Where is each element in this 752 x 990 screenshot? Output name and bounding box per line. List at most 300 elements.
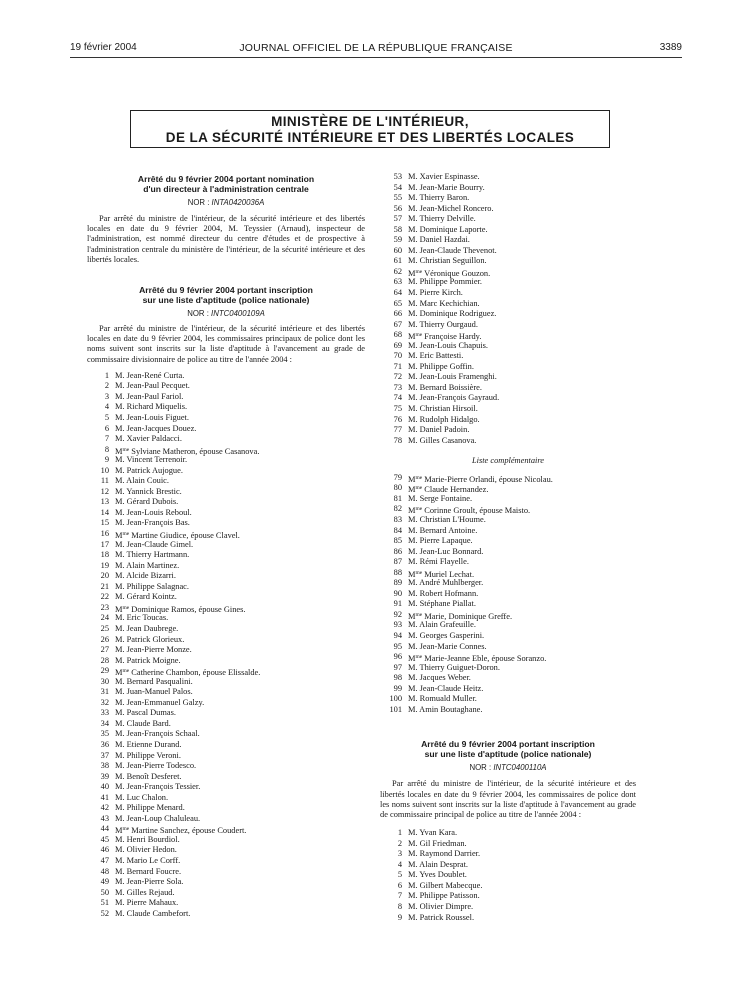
list-item-number: 11 bbox=[100, 476, 109, 486]
list-item-number: 40 bbox=[100, 782, 109, 792]
list-item-number: 62 bbox=[393, 266, 402, 276]
list-item bbox=[380, 415, 636, 426]
list-item-name: $M^{me}$ Marie-Jeanne Eble, épouse Soranzo. bbox=[408, 654, 547, 664]
list-item-number: 52 bbox=[100, 908, 109, 918]
article-1-text: Par arrêté du ministre de l'intérieur, de la sécurité intérieure et des libertés locales en date du 9 février 2004, M. Teyssier (Arnaud), inspecteur de l'administration, est nommé directeur du centre d'études et de prospective à l'administration centrale du ministère de l'intérieur, de la sécurité intérieure et des libertés locales. bbox=[87, 214, 365, 264]
list-item bbox=[380, 214, 636, 225]
list-item-number: 55 bbox=[393, 193, 402, 203]
list-item-name: M. Philippe Pommier. bbox=[408, 277, 482, 287]
list-item-number: 97 bbox=[393, 662, 402, 672]
list-item-name: M. Patrick Glorieux. bbox=[115, 634, 185, 644]
list-item-number: 29 bbox=[100, 666, 109, 676]
list-item bbox=[87, 455, 365, 466]
list-item bbox=[87, 888, 365, 899]
list-item bbox=[380, 536, 636, 547]
list-item-name: M. Jean-Louis Framenghi. bbox=[408, 372, 497, 382]
list-item bbox=[87, 487, 365, 498]
list-item-name: M. Thierry Guiguet-Doron. bbox=[408, 662, 500, 672]
list-item-number: 14 bbox=[100, 507, 109, 517]
list-item-number: 45 bbox=[100, 834, 109, 844]
list-item-number: 54 bbox=[393, 182, 402, 192]
list-item bbox=[380, 299, 636, 310]
list-item-number: 4 bbox=[397, 859, 402, 869]
list-article-3 bbox=[380, 828, 636, 923]
list-item bbox=[87, 424, 365, 435]
list-item-name: M. Gilles Casanova. bbox=[408, 435, 477, 445]
list-item-number: 70 bbox=[393, 351, 402, 361]
list-item-name: M. Gilles Rejaud. bbox=[115, 887, 175, 897]
list-item-number: 93 bbox=[393, 620, 402, 630]
list-item bbox=[380, 235, 636, 246]
list-item bbox=[380, 870, 636, 881]
list-item-name: M. Stéphane Piallat. bbox=[408, 599, 476, 609]
list-item-name: M. Jean-Marie Bourry. bbox=[408, 182, 485, 192]
list-item-name: M. Jean Daubrege. bbox=[115, 623, 179, 633]
list-item-number: 28 bbox=[100, 655, 109, 665]
list-item-name: $M^{me}$ Françoise Hardy. bbox=[408, 332, 482, 342]
list-item-name: M. Philippe Salagnac. bbox=[115, 581, 189, 591]
list-item-name: M. Jean-Louis Chapuis. bbox=[408, 340, 489, 350]
list-item-number: 22 bbox=[100, 592, 109, 602]
list-item-name: M. André Muhlberger. bbox=[408, 578, 484, 588]
list-item bbox=[87, 751, 365, 762]
list-item-number: 64 bbox=[393, 288, 402, 298]
list-item-number: 25 bbox=[100, 623, 109, 633]
list-item-number: 100 bbox=[389, 694, 402, 704]
list-item-name: M. Jean-Louis Reboul. bbox=[115, 507, 192, 517]
list-item-name: $M^{me}$ Martine Giudice, épouse Clavel. bbox=[115, 531, 240, 541]
nor-code: INTC0400109A bbox=[211, 309, 265, 319]
list-item-number: 87 bbox=[393, 557, 402, 567]
article-2-title-1: Arrêté du 9 février 2004 portant inscription bbox=[139, 285, 313, 296]
list-item-number: 42 bbox=[100, 803, 109, 813]
list-item-number: 99 bbox=[393, 683, 402, 693]
list-item-name: M. Jean-Paul Fariol. bbox=[115, 391, 184, 401]
list-item-name: M. Bernard Boissière. bbox=[408, 382, 482, 392]
article-3-title-2: sur une liste d'aptitude (police nationale) bbox=[424, 749, 592, 760]
list-item-number: 7 bbox=[104, 434, 109, 444]
list-item-name: M. Georges Gasperini. bbox=[408, 630, 485, 640]
list-item bbox=[87, 561, 365, 572]
list-item-name: $M^{me}$ Véronique Gouzon. bbox=[408, 268, 491, 278]
list-item bbox=[380, 483, 636, 494]
list-item-number: 1 bbox=[397, 828, 402, 838]
list-item-name: M. Jean-Luc Bonnard. bbox=[408, 546, 484, 556]
list-item-number: 76 bbox=[393, 414, 402, 424]
list-item bbox=[87, 624, 365, 635]
nor-label: NOR : bbox=[469, 763, 492, 773]
list-item bbox=[380, 425, 636, 436]
list-item-name: M. Romuald Muller. bbox=[408, 694, 477, 704]
list-item bbox=[87, 708, 365, 719]
list-item-number: 4 bbox=[104, 402, 109, 412]
article-3 bbox=[380, 739, 636, 923]
list-item-number: 37 bbox=[100, 750, 109, 760]
list-item-name: M. Jean-Michel Roncero. bbox=[408, 203, 494, 213]
list-item-name: M. Jacques Weber. bbox=[408, 673, 471, 683]
list-item bbox=[87, 782, 365, 793]
list-item bbox=[380, 204, 636, 215]
list-item-name: M. Gilbert Mabecque. bbox=[408, 880, 483, 890]
complementary-title: Liste complémentaire bbox=[471, 456, 545, 466]
list-item-number: 61 bbox=[393, 256, 402, 266]
list-item-name: M. Bernard Antoine. bbox=[408, 525, 478, 535]
list-item-number: 53 bbox=[393, 172, 402, 181]
list-item-number: 83 bbox=[393, 514, 402, 524]
list-item-number: 58 bbox=[393, 224, 402, 234]
list-item-name: M. Claude Bard. bbox=[115, 718, 171, 728]
list-item-number: 73 bbox=[393, 382, 402, 392]
list-item-name: M. Alcide Bizarri. bbox=[115, 571, 176, 581]
list-item bbox=[380, 494, 636, 505]
list-item bbox=[87, 656, 365, 667]
list-item bbox=[380, 547, 636, 558]
list-item bbox=[87, 571, 365, 582]
list-left bbox=[87, 371, 365, 919]
list-item-name: M. Jean-Paul Pecquet. bbox=[115, 381, 190, 391]
list-item bbox=[380, 881, 636, 892]
list-item bbox=[380, 642, 636, 653]
list-item bbox=[87, 793, 365, 804]
article-1 bbox=[87, 174, 365, 265]
list-item bbox=[380, 694, 636, 705]
nor-code: INTA0420036A bbox=[211, 198, 265, 207]
list-item-name: M. Luc Chalon. bbox=[115, 792, 169, 802]
list-item-number: 98 bbox=[393, 673, 402, 683]
list-item-name: M. Richard Miquelis. bbox=[115, 402, 188, 412]
list-item bbox=[380, 393, 636, 404]
list-item bbox=[87, 687, 365, 698]
list-item bbox=[87, 434, 365, 445]
list-item bbox=[380, 663, 636, 674]
list-item bbox=[87, 497, 365, 508]
article-2 bbox=[87, 285, 365, 919]
list-item-name: M. Jean-François Gayraud. bbox=[408, 393, 500, 403]
list-item-number: 5 bbox=[104, 413, 109, 423]
list-item-number: 92 bbox=[393, 609, 402, 619]
list-item-number: 89 bbox=[393, 578, 402, 588]
list-item bbox=[380, 383, 636, 394]
list-item-name: M. Gérard Dubois. bbox=[115, 497, 179, 507]
list-item-number: 79 bbox=[393, 472, 402, 482]
list-item-number: 23 bbox=[100, 602, 109, 612]
list-item-number: 5 bbox=[397, 870, 402, 880]
list-item bbox=[380, 631, 636, 642]
list-item bbox=[87, 540, 365, 551]
list-item-name: M. Jean-Pierre Sola. bbox=[115, 877, 184, 887]
list-item-number: 44 bbox=[100, 824, 109, 834]
list-item bbox=[380, 849, 636, 860]
list-item-number: 13 bbox=[100, 497, 109, 507]
list-item-name: M. Raymond Darrier. bbox=[408, 849, 481, 859]
list-item bbox=[380, 288, 636, 299]
list-item bbox=[380, 436, 636, 447]
list-item-name: M. Jean-Louis Figuet. bbox=[115, 413, 189, 423]
list-item-name: M. Jean-Claude Gimel. bbox=[115, 539, 194, 549]
list-item-number: 51 bbox=[100, 898, 109, 908]
list-item-name: M. Alain Desprat. bbox=[408, 859, 469, 869]
header-rule bbox=[70, 57, 682, 58]
list-item-name: $M^{me}$ Corinne Groult, épouse Maisto. bbox=[408, 506, 531, 516]
list-item-name: M. Dominique Laporte. bbox=[408, 224, 488, 234]
list-item bbox=[380, 599, 636, 610]
list-item bbox=[380, 183, 636, 194]
list-item bbox=[380, 267, 636, 278]
list-item bbox=[380, 372, 636, 383]
list-item-number: 57 bbox=[393, 214, 402, 224]
list-item-name: M. Jean-François Schaal. bbox=[115, 729, 200, 739]
list-item-number: 36 bbox=[100, 739, 109, 749]
list-item-number: 38 bbox=[100, 761, 109, 771]
list-item-number: 8 bbox=[104, 444, 109, 454]
list-item-name: M. Xavier Espinasse. bbox=[408, 172, 480, 181]
list-item bbox=[87, 740, 365, 751]
list-item bbox=[87, 698, 365, 709]
list-item-number: 41 bbox=[100, 792, 109, 802]
list-item bbox=[380, 246, 636, 257]
left-column bbox=[87, 174, 365, 919]
list-item-name: M. Benoît Desferet. bbox=[115, 771, 182, 781]
list-item-number: 94 bbox=[393, 630, 402, 640]
nor-label: NOR : bbox=[187, 309, 209, 319]
list-item-name: M. Philippe Goffin. bbox=[408, 361, 474, 371]
list-item-number: 71 bbox=[393, 361, 402, 371]
list-item-name: M. Gil Friedman. bbox=[408, 838, 467, 848]
list-item-name: M. Eric Battesti. bbox=[408, 351, 464, 361]
list-item bbox=[87, 645, 365, 656]
list-item-name: M. Jean-François Bas. bbox=[115, 518, 190, 528]
list-item-number: 72 bbox=[393, 372, 402, 382]
list-item-name: M. Jean-Claude Thevenot. bbox=[408, 245, 497, 255]
list-right bbox=[380, 172, 636, 446]
list-item-name: M. Pierre Lapaque. bbox=[408, 536, 473, 546]
list-item-name: $M^{me}$ Claude Hernandez. bbox=[408, 485, 489, 495]
list-item-number: 26 bbox=[100, 634, 109, 644]
list-item bbox=[87, 719, 365, 730]
list-item-name: M. Pierre Mahaux. bbox=[115, 898, 179, 908]
list-item bbox=[380, 504, 636, 515]
list-item-number: 6 bbox=[104, 423, 109, 433]
list-item-number: 6 bbox=[397, 880, 402, 890]
list-item-number: 3 bbox=[104, 391, 109, 401]
list-item-number: 9 bbox=[397, 912, 402, 922]
list-item bbox=[87, 677, 365, 688]
list-item bbox=[87, 835, 365, 846]
list-item bbox=[87, 824, 365, 835]
list-item-name: M. Jean-Pierre Monze. bbox=[115, 645, 192, 655]
list-item-number: 74 bbox=[393, 393, 402, 403]
list-item-name: M. Jean-Jacques Douez. bbox=[115, 423, 197, 433]
list-item bbox=[380, 828, 636, 839]
list-item bbox=[380, 705, 636, 716]
ministry-line-1: MINISTÈRE DE L'INTÉRIEUR, bbox=[271, 114, 469, 129]
list-item-name: M. Marc Kechichian. bbox=[408, 298, 480, 308]
list-item-name: M. Eric Toucas. bbox=[115, 613, 169, 623]
list-item bbox=[380, 330, 636, 341]
list-item bbox=[380, 568, 636, 579]
list-item bbox=[87, 856, 365, 867]
list-item-name: $M^{me}$ Muriel Lechat. bbox=[408, 569, 475, 579]
list-item-name: M. Gérard Kointz. bbox=[115, 592, 177, 602]
list-item bbox=[380, 225, 636, 236]
right-column bbox=[380, 172, 636, 923]
list-item-number: 8 bbox=[397, 901, 402, 911]
list-item bbox=[380, 891, 636, 902]
list-item bbox=[87, 613, 365, 624]
list-item-name: M. Bernard Foucre. bbox=[115, 866, 182, 876]
list-item bbox=[87, 772, 365, 783]
list-item-number: 2 bbox=[104, 381, 109, 391]
list-item-name: M. Yvan Kara. bbox=[408, 828, 458, 838]
article-1-title-2: d'un directeur à l'administration centrale bbox=[143, 184, 309, 194]
list-item bbox=[380, 362, 636, 373]
list-item-name: M. Robert Hofmann. bbox=[408, 588, 479, 598]
list-item bbox=[87, 729, 365, 740]
list-item bbox=[87, 867, 365, 878]
list-item-number: 21 bbox=[100, 581, 109, 591]
list-item-number: 31 bbox=[100, 687, 109, 697]
list-item-number: 10 bbox=[100, 465, 109, 475]
list-item-number: 84 bbox=[393, 525, 402, 535]
header-date: 19 février 2004 bbox=[70, 42, 137, 53]
list-item-name: M. Pascal Dumas. bbox=[115, 708, 176, 718]
list-item-name: M. Jean-Claude Heitz. bbox=[408, 683, 484, 693]
list-item-number: 20 bbox=[100, 571, 109, 581]
list-item-number: 80 bbox=[393, 483, 402, 493]
list-item-number: 86 bbox=[393, 546, 402, 556]
list-item-name: $M^{me}$ Marie-Pierre Orlandi, épouse Nicolau. bbox=[408, 474, 553, 484]
list-item-name: M. Serge Fontaine. bbox=[408, 493, 473, 503]
list-item bbox=[87, 909, 365, 920]
list-item-name: M. Vincent Terrenoir. bbox=[115, 455, 188, 465]
list-item-number: 101 bbox=[389, 704, 402, 714]
list-item bbox=[87, 582, 365, 593]
list-item-number: 30 bbox=[100, 676, 109, 686]
list-item bbox=[87, 761, 365, 772]
list-item-name: $M^{me}$ Marie, Dominique Greffe. bbox=[408, 611, 513, 621]
list-item bbox=[87, 413, 365, 424]
list-item-name: M. Henri Bourdiol. bbox=[115, 834, 180, 844]
list-item bbox=[380, 256, 636, 267]
list-item-name: M. Etienne Durand. bbox=[115, 739, 182, 749]
list-item-name: M. Rudolph Hidalgo. bbox=[408, 414, 480, 424]
list-item-number: 16 bbox=[100, 529, 109, 539]
list-item bbox=[87, 603, 365, 614]
list-item-number: 9 bbox=[104, 455, 109, 465]
list-item-name: $M^{me}$ Sylviane Matheron, épouse Casanova. bbox=[115, 446, 260, 456]
list-item bbox=[380, 673, 636, 684]
ministry-line-2: DE LA SÉCURITÉ INTÉRIEURE ET DES LIBERTÉS LOCALES bbox=[165, 130, 575, 145]
list-item-name: M. Alain Couic. bbox=[115, 476, 169, 486]
list-item-number: 3 bbox=[397, 849, 402, 859]
list-item bbox=[87, 518, 365, 529]
list-item-number: 32 bbox=[100, 697, 109, 707]
list-item-name: M. Jean-Emmanuel Galzy. bbox=[115, 697, 205, 707]
list-item-number: 33 bbox=[100, 708, 109, 718]
list-item-number: 15 bbox=[100, 518, 109, 528]
list-item-number: 56 bbox=[393, 203, 402, 213]
list-item bbox=[380, 515, 636, 526]
list-item bbox=[87, 508, 365, 519]
article-3-nor bbox=[380, 763, 636, 773]
list-item bbox=[380, 578, 636, 589]
list-item-name: M. Christian Hirsoil. bbox=[408, 404, 478, 414]
list-item bbox=[87, 392, 365, 403]
article-3-text: Par arrêté du ministre de l'intérieur, de la sécurité intérieure et des libertés locales en date du 9 février 2004, les commissaires de police dont les noms suivent sont inscrits sur la liste d'aptitude à l'avancement au grade de commissaire principal de police au titre de l'année 2004 : bbox=[380, 779, 636, 819]
list-item bbox=[380, 404, 636, 415]
list-item-name: M. Philippe Patisson. bbox=[408, 891, 480, 901]
list-item-number: 18 bbox=[100, 550, 109, 560]
list-item-name: M. Pierre Kirch. bbox=[408, 288, 463, 298]
list-item bbox=[87, 803, 365, 814]
list-item-number: 85 bbox=[393, 536, 402, 546]
list-item-number: 49 bbox=[100, 877, 109, 887]
list-item-name: M. Thierry Hartmann. bbox=[115, 550, 190, 560]
list-item-number: 90 bbox=[393, 588, 402, 598]
article-2-text: Par arrêté du ministre de l'intérieur, de la sécurité intérieure et des libertés locales en date du 9 février 2004, les commissaires principaux de police dont les noms suivent sont inscrits sur la liste d'aptitude à l'avancement au grade de commissaire divisionnaire de police au titre de l'année 2004 : bbox=[87, 324, 365, 364]
list-item-number: 63 bbox=[393, 277, 402, 287]
list-item-number: 68 bbox=[393, 330, 402, 340]
list-item bbox=[380, 526, 636, 537]
list-item bbox=[380, 172, 636, 183]
list-item-name: M. Philippe Veroni. bbox=[115, 750, 181, 760]
list-item-name: M. Yves Doublet. bbox=[408, 870, 467, 880]
list-item bbox=[380, 839, 636, 850]
list-item-name: M. Juan-Manuel Palos. bbox=[115, 687, 193, 697]
list-item-name: M. Patrick Roussel. bbox=[408, 912, 475, 922]
list-item-name: M. Christian L'Houme. bbox=[408, 514, 486, 524]
list-item-number: 66 bbox=[393, 309, 402, 319]
list-item-name: M. Mario Le Corff. bbox=[115, 855, 181, 865]
list-item-number: 65 bbox=[393, 298, 402, 308]
list-item-name: M. Jean-Marie Connes. bbox=[408, 641, 487, 651]
list-item bbox=[380, 341, 636, 352]
list-item-name: M. Jean-François Tessier. bbox=[115, 782, 201, 792]
list-complementary bbox=[380, 473, 636, 716]
list-item-number: 48 bbox=[100, 866, 109, 876]
list-item bbox=[380, 277, 636, 288]
article-3-title-1: Arrêté du 9 février 2004 portant inscription bbox=[421, 739, 595, 750]
list-item-number: 12 bbox=[100, 486, 109, 496]
list-item-number: 96 bbox=[393, 652, 402, 662]
list-item bbox=[87, 402, 365, 413]
list-item bbox=[87, 529, 365, 540]
list-item-number: 19 bbox=[100, 560, 109, 570]
list-item-number: 46 bbox=[100, 845, 109, 855]
list-item bbox=[380, 684, 636, 695]
list-item bbox=[380, 902, 636, 913]
list-item-name: M. Daniel Hazdai. bbox=[408, 235, 470, 245]
list-item-name: M. Jean-Loup Chaluleau. bbox=[115, 813, 201, 823]
list-item-name: M. Yannick Brestic. bbox=[115, 486, 182, 496]
list-item bbox=[380, 913, 636, 924]
list-item-number: 17 bbox=[100, 539, 109, 549]
list-item-number: 39 bbox=[100, 771, 109, 781]
article-2-nor bbox=[87, 309, 365, 319]
list-item bbox=[87, 466, 365, 477]
list-item bbox=[87, 445, 365, 456]
list-item-number: 67 bbox=[393, 319, 402, 329]
list-item-name: M. Dominique Rodriguez. bbox=[408, 309, 497, 319]
list-item bbox=[87, 877, 365, 888]
list-item-number: 81 bbox=[393, 493, 402, 503]
list-item-name: M. Olivier Dimpre. bbox=[408, 901, 474, 911]
list-item-name: M. Alain Grafeuille. bbox=[408, 620, 476, 630]
list-item-number: 95 bbox=[393, 641, 402, 651]
list-item-name: M. Patrick Aujogue. bbox=[115, 465, 183, 475]
list-item-name: M. Bernard Pasqualini. bbox=[115, 676, 193, 686]
list-item-name: M. Christian Seguillon. bbox=[408, 256, 487, 266]
